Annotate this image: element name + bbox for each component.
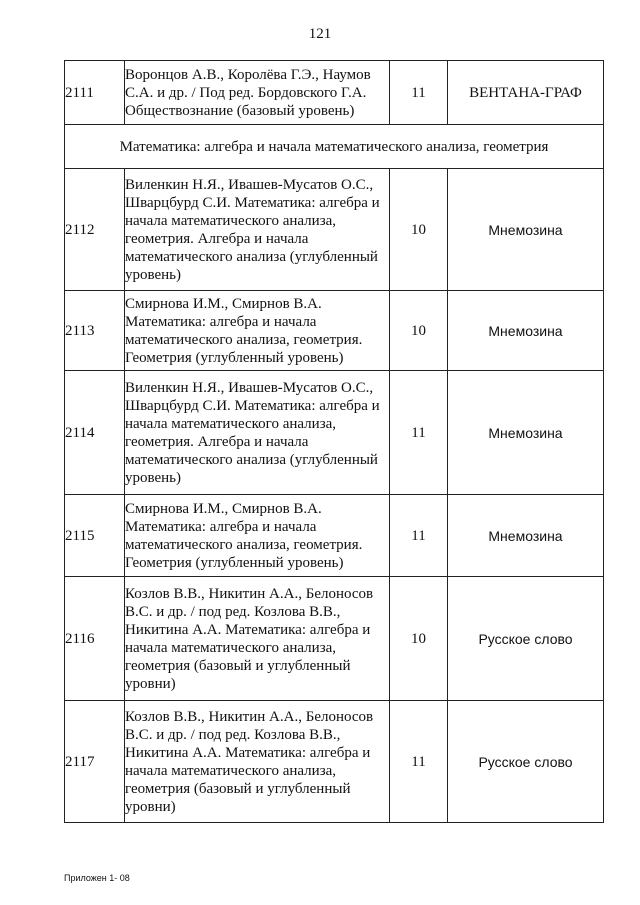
section-row — [65, 125, 604, 169]
row-number: 2114 — [65, 371, 125, 495]
table-row — [65, 61, 604, 125]
publisher-cell: Мнемозина — [448, 371, 604, 495]
textbook-description: Козлов В.В., Никитин А.А., Белоносов В.С. и др. / под ред. Козлова В.В., Никитина А.А. Математика: алгебра и начала математического анализа, геометрия (базовый и углубленный уровни) — [125, 701, 390, 823]
grade-cell: 10 — [390, 169, 448, 291]
footer-note: Приложен 1- 08 — [64, 873, 130, 883]
textbook-description: Воронцов А.В., Королёва Г.Э., Наумов С.А. и др. / Под ред. Бордовского Г.А. Обществознание (базовый уровень) — [125, 61, 390, 125]
publisher-cell: Мнемозина — [448, 169, 604, 291]
table-row — [65, 577, 604, 701]
textbook-table — [64, 60, 604, 823]
publisher-cell: Русское слово — [448, 577, 604, 701]
row-number: 2115 — [65, 495, 125, 577]
row-number: 2113 — [65, 291, 125, 371]
section-title: Математика: алгебра и начала математического анализа, геометрия — [65, 125, 604, 169]
table-row — [65, 701, 604, 823]
row-number: 2111 — [65, 61, 125, 125]
page-number: 121 — [308, 26, 332, 42]
grade-cell: 10 — [390, 577, 448, 701]
textbook-description: Смирнова И.М., Смирнов В.А. Математика: алгебра и начала математического анализа, геометрия. Геометрия (углубленный уровень) — [125, 495, 390, 577]
grade-cell: 11 — [390, 495, 448, 577]
publisher-cell: Мнемозина — [448, 291, 604, 371]
textbook-description: Смирнова И.М., Смирнов В.А. Математика: алгебра и начала математического анализа, геометрия. Геометрия (углубленный уровень) — [125, 291, 390, 371]
publisher-cell: Русское слово — [448, 701, 604, 823]
grade-cell: 11 — [390, 61, 448, 125]
grade-cell: 11 — [390, 371, 448, 495]
textbook-description: Виленкин Н.Я., Ивашев-Мусатов О.С., Шварцбурд С.И. Математика: алгебра и начала математического анализа, геометрия. Алгебра и начала математического анализа (углубленный уровень) — [125, 169, 390, 291]
row-number: 2116 — [65, 577, 125, 701]
grade-cell: 11 — [390, 701, 448, 823]
textbook-description: Виленкин Н.Я., Ивашев-Мусатов О.С., Шварцбурд С.И. Математика: алгебра и начала математического анализа, геометрия. Алгебра и начала математического анализа (углубленный уровень) — [125, 371, 390, 495]
row-number: 2117 — [65, 701, 125, 823]
grade-cell: 10 — [390, 291, 448, 371]
table-row — [65, 495, 604, 577]
table-row — [65, 169, 604, 291]
table-row — [65, 371, 604, 495]
textbook-description: Козлов В.В., Никитин А.А., Белоносов В.С. и др. / под ред. Козлова В.В., Никитина А.А. Математика: алгебра и начала математического анализа, геометрия (базовый и углубленный уровни) — [125, 577, 390, 701]
publisher-cell: Мнемозина — [448, 495, 604, 577]
row-number: 2112 — [65, 169, 125, 291]
table-row — [65, 291, 604, 371]
publisher-cell: ВЕНТАНА-ГРАФ — [448, 61, 604, 125]
